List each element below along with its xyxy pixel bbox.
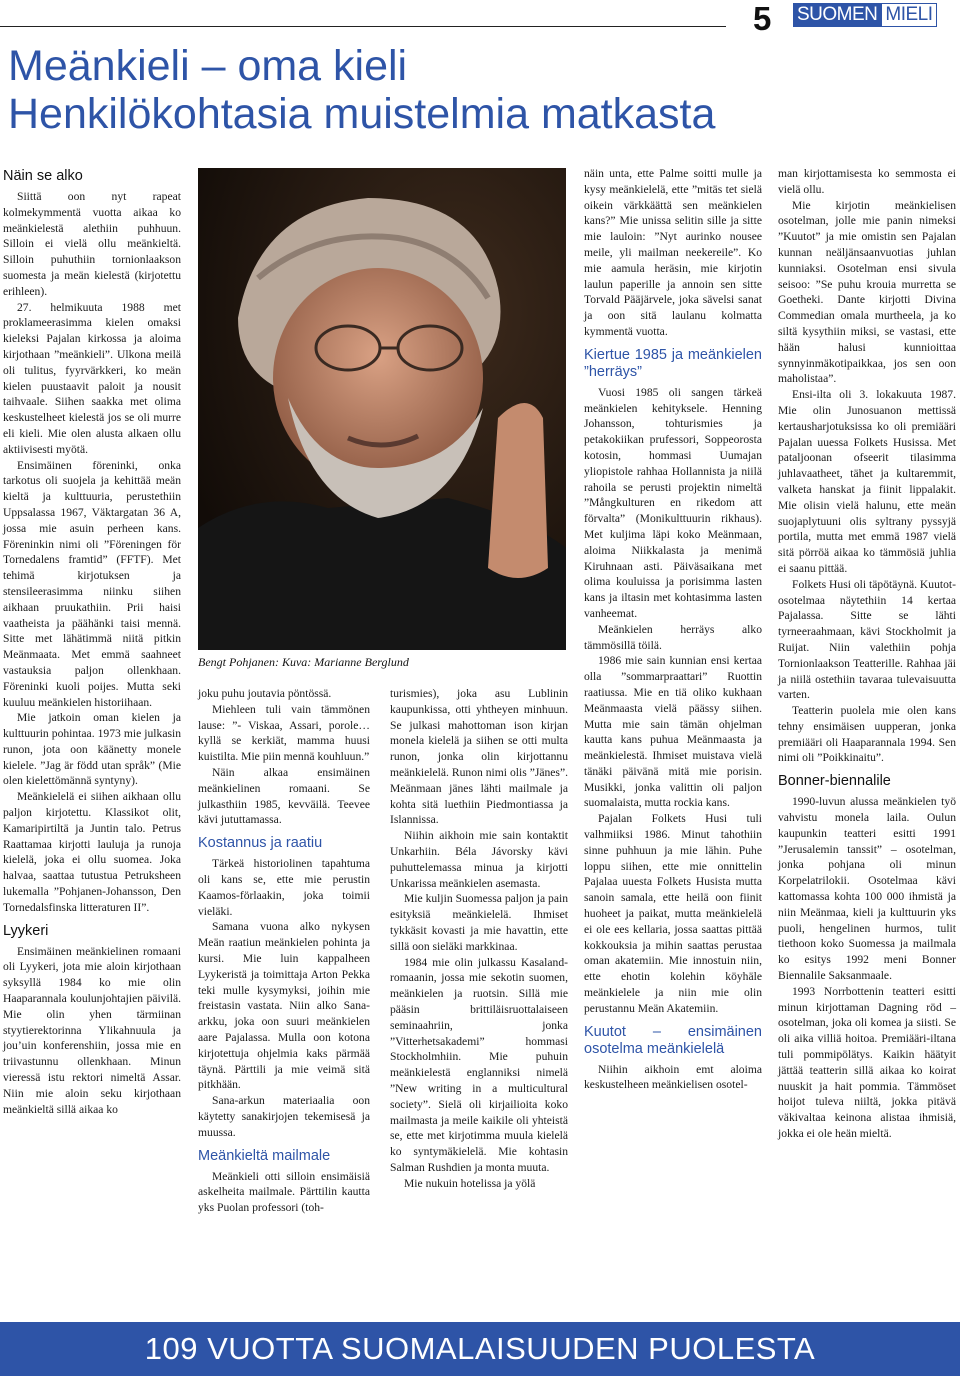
paragraph: Siittä oon nyt rapeat kolmekymmentä vuotta aikaa ko meänkielestä alethiin puhhuun. Silloin ei vielä ollu meänkieltä. Silloin puhuthiin tornionlaakson suomesta ja meän kielestä (kirjotettu erihleen). [3, 190, 181, 298]
logo-part-1: SUOMEN [793, 3, 881, 27]
title-line-1: Meänkieli – oma kieli [8, 42, 408, 90]
paragraph: joku puhu joutavia pöntössä. [198, 687, 332, 700]
section-heading: Kiertue 1985 ja meänkielen ”herräys” [584, 346, 762, 380]
portrait-illustration [198, 168, 566, 650]
footer-banner: 109 VUOTTA SUOMALAISUUDEN PUOLESTA [0, 1322, 960, 1376]
paragraph: 27. helmikuuta 1988 met proklameerasimma kielen omaksi kieleksi Pajalan kirkossa ja aloima kirjothaan ”meänkieli”. Ulkona meilä oli tulitus, fyyrvärkkeri, ko meän kielen puustaavit paloit ja nousit taihvaale. Siihen saakka met olima keskustelheet kielestä jos se oli murre eli kieli. Mie olen alusta alkaen ollu aktiivisesti myötä. [3, 300, 181, 456]
paragraph: Mie kuljin Suomessa paljon ja pain esityksiä meänkielelä. Ihmiset tykkäsit kovasti ja mie havattin, ette sillä oon sieläki markkinaa. [390, 892, 568, 953]
paragraph: Ensimäinen föreninki, onka tarkotus oli suojela ja kehittää meän kieltä ja kulttuuria, perustethiin Uppsalassa 1967, Väktargatan 36 A, jossa mie asuin perheen kans. Föreninkin nimi oli ”Föreningen för Tornedalens framtid” (FFTF). Met tehimä kirjotuksen ja stensileerasimma niinku siihen aikhaan pruukathiin. Prii haisi vaatheista ja päähänki taisi mennä. Sitte met lähätimmä niitä pitkin Meänmaata. Met emmä saahneet vastauksia paljon ollenkhaan. Föreninki kuoli poijes. Mutta seki kuuluu meänkielen historiihaan. [3, 458, 181, 709]
paragraph: man kirjottamisesta ko semmosta ei vielä ollu. [778, 167, 956, 196]
paragraph: Samana vuona alko nykysen Meän raatiun meänkielen pohinta ja kursi. Mie luin kappalheen Lyykeristä ja toimittaja Arton Pekka teki mulle kysymyksi, joihin mie freistasin vastata. Niin alko Sana-arkku, joka oon suuri meänkielen aare Pajalassa. Mulla oon kotona kirjotettuja ohjelmia kaks pärmää täynä. Pärttili ja mie veimä sitä pitkhään. [198, 920, 370, 1092]
paragraph: Sana-arkun materiaalia oon käytetty sanakirjojen tekemisesä ja muussa. [198, 1094, 370, 1139]
column-4 [584, 166, 762, 1093]
paragraph: 1986 mie sain kunnian ensi kertaa olla ”sommarpraattari” Ruottin raatiussa. Mie en tiä oliko kukhaan Meänmaasta vielä päässy siihen. Mutta mie sain tämän ohjelman kautta kans puhua Meänmaasta ja meänkielestä. Ihmiset muistava vielä tänäki päivänä mitä mie porisin. Musikki, jonka valittin oli paljon suomalaista, mutta rockia kans. [584, 654, 762, 810]
paragraph: Mie nukuin hotelissa ja yölä [404, 1176, 536, 1190]
column-3 [390, 686, 568, 1192]
paragraph: 1993 Norrbottenin teatteri esitti minun kirjottaman Dagning röd – osotelman, joka oli komea ja siisti. Se oli aika villiä hoitoa. Premiääri-iltana tuli pommipölätys. Kaikin häätyit jättää teatterin sillä aikaa ko koirat nuuskit ja hait pommia. Tämmöset hoijot tuleva niiltä, jokka pitävä väkivaltaa keinona alistaa ihmisiä, jokka ei ole heän mieltä. [778, 984, 956, 1141]
column-5 [778, 166, 956, 1142]
paragraph: Tärkeä historiolinen tapahtuma oli kans se, ette mie perustin Kaamos-förlaakin, joka toimii vieläki. [198, 857, 370, 918]
paragraph: 1990-luvun alussa meänkielen työ vahvistu monela laila. Oulun kaupunkin teatteri esitti 1991 ”Jerusalemin tanssit” – osotelman, jonka pohjana oli minun Korpelatrilokii. Osotelmaa kävi kattomassa kohta 100 000 ihmistä ja niin Meänmaa, kieli ja kulttuurin yks puoli, hengelinen hurmos, tulit tiethoon koko Suomessa ja mailmala ko esitys 1992 meni Bonner Biennalile Saksanmaale. [778, 795, 956, 983]
paragraph: turismies), joka asu Lublinin kaupunkissa, otti yhtheyen minhuun. Se julkasi mahottoman ison kirjan monela kielelä ja siihen se otti multa runon, jonka olin kirjottannu meänkielelä. Runon nimi olis ”Jänes”. Meänmaan jänes lähti mailmale ja kohta sitä luethiin Piedmontiassa ja Islannissa. [390, 687, 568, 827]
paragraph: Niihin aikhoin emt aloima keskustelheen meänkielisen osotel- [584, 1062, 762, 1092]
header-rule [0, 26, 726, 27]
paragraph: Teatterin puolela mie olen kans tehny ensimäisen uupperan, jonka premiääri oli Haaparannala 1994. Sen nimi oli ”Poikkinaitu”. [778, 704, 956, 765]
portrait-photo [198, 168, 566, 650]
paragraph: Pajalan Folkets Husi tuli valhmiiksi 1986. Minut tahothiin sinne puhhuun ja mie lähin. Puhe loppu siihen, ette mie onnittelin Pajalaa uuesta Folkets Husista mutta sanoin samala, ette heilä oon fiinit huoheet ja paikat, mutta meänkielelä ei ole ees kellaria, jossa saattas pittää kokkouksia ja mihin saattas perustaa oman akatemiin. Mie innostuin niin, ette ehotin kolehin köyhäle meänkielele ja niin mie olin perustannu Meän Akatemiin. [584, 812, 762, 1015]
section-heading: Kuutot – ensimäinen osotelma meänkielelä [584, 1023, 762, 1057]
photo-caption: Bengt Pohjanen: Kuva: Marianne Berglund [198, 655, 409, 669]
section-heading: Näin se alko [3, 168, 83, 184]
paragraph: 1984 mie olin julkassu Kasaland-romaanin, jossa mie sekotin suomen, meänkielen ja ruotsin. Sillä mie pääsin brittiläisruottalaiseen seminaahriin, jonka ”Vitterhetsakademi” hommasi Stockholmhiin. Mie puhuin meänkielestä englanniksi nimelä ”New writing in a multicultural society”. Sielä oli kirjailioita koko mailmasta ja meile kaikile oli yhteistä se, ette met kirjotimma muula kielelä ko syntymäkielelä. Mie kohtasin Salman Rushdien ja monta muuta. [390, 955, 568, 1174]
paragraph: Näin alkaa ensimäinen meänkielinen romaani. Se julkasthiin 1985, kevväilä. Teevee kävi jututtamassa. [198, 765, 370, 827]
logo-part-2: MIELI [881, 3, 936, 27]
paragraph: Meänkielen herräys alko tämmösillä töilä. [584, 622, 762, 652]
paragraph: Meänkielelä ei siihen aikhaan ollu paljon kirjotettu. Klassikot olit, Kamaripirtiltä ja Juntin talo. Petrus Raattamaa kirjotti lauluja ja runoja kielelä, joka ei ollu suomea. Joka halvaa, saattaa tutustua Petruksheen lukemalla ”Pohjanen-Johansson, Den Tornedalsfinska litteraturen II”. [3, 790, 181, 914]
column-2 [198, 686, 370, 1216]
paragraph: Vuosi 1985 oli sangen tärkeä meänkielen kehityksele. Henning Johansson, tohturismies ja petakokiikan prufessori, Soppeorosta kotosin, hommasi Uumajan yliopistole rahhaa Hollannista ja niilä rahoila se perusti projektin nimeltä ”Mångkulturen en rikedom att förvalta” (Monikulttuurin rikhaus). Met kuljima läpi koko Meänmaan, aloima Niikkalasta ja menimä Kiruhnaan asti. Päiväsaikana met olima kouluissa ja porisimma lasten kans ja iltasin met kohtasimma lasten vanheemat. [584, 385, 762, 620]
section-heading: Meänkieltä mailmale [198, 1147, 331, 1164]
paragraph: Folkets Husi oli täpötäynä. Kuutot-osotelmaa näytethiin 14 kertaa Pajalassa. Sitte se lähti tyrneeraahmaan, kävi Stockholmit ja Ruijat. Niin valethiin pohja Tornionlaakson Teatterille. Rahhaa jäi ja niilä ostethiin tavaraa tulevaisuutta varten. [778, 577, 956, 702]
paragraph: Meänkieli otti silloin ensimäisiä askelheita mailmale. Pärttilin kautta yks Puolan professori (toh- [198, 1169, 370, 1215]
section-heading: Lyykeri [3, 922, 49, 939]
paragraph: Niihin aikhoin mie sain kontaktit Unkarhiin. Béla Jávorsky kävi puhuttelemassa minua ja kirjotti Unkarissa meänkielen asemasta. [390, 829, 568, 890]
article-title [8, 42, 948, 138]
section-heading: Bonner-biennalile [778, 773, 891, 790]
paragraph: Mie kirjotin meänkielisen osotelman, jolle mie panin nimeksi ”Kuutot” ja mie omistin sen Pajalan kunnan neäljänsaanvuotias juhlan kunniaksi. Osotelman ensi sivula seisoo: ”Se puhu krouia murretta se Goetheki. Dante kirjotti Divina Commedian omala murtheela, ja ko siltä kysythiin miksi, se vastasi, ette hään halusi kunnioittaa synnyinmäkotipaikkaa, jos sen oon maholistaa”. [778, 198, 956, 386]
column-1 [3, 168, 181, 1117]
publication-logo [793, 3, 937, 27]
page-number: 5 [753, 0, 772, 37]
paragraph: näin unta, ette Palme soitti mulle ja kysy meänkielelä, ette ”mitäs tet sielä oikein värkkäättä sen meänkielen kans?” Mie unissa selitin sille ja sitte mie lauloin: ”Nyt aurinko nousee meile, yli mailman neekereile”. Ko mie aamula heräsin, mie kirjotin laulun paperille ja annoin sen sitte Torvald Pääjärvele, joka sävelsi sanat ja oon sitä laulanu kolmatta kymmentä vuotta. [584, 167, 762, 338]
paragraph: Ensi-ilta oli 3. lokakuuta 1987. Mie olin Junosuanon mettissä kertausharjotuksissa ko oli premiääri Pajalan uuessa Folkets Husissa. Met pataljoonan ofseerit tilasimma juhlavaatheet, tähet ja kultaremmit, valketa hanskat ja fiinit lippalakit. Mie olisin vielä halunu, ette meän suojaplytuuni olis syltrany pyssyjä portila, mutta met emmä 1987 vielä sitä pörröä aikaa ko tämmösiä juhlia ei saanu pittää. [778, 388, 956, 575]
paragraph: Miehleen tuli vain tämmönen lause: ”- Viskaa, Assari, porole…kyllä se kerkiät, mamma huusi kuistilta. Mie piin mennä kouhluun.” [198, 702, 370, 764]
paragraph: Mie jatkoin oman kielen ja kulttuurin pohintaa. 1973 mie julkasin runon, jota oon käänetty monele kielele. ”Jag är född utan språk” (Mie olen kielettömännä syntyny). [3, 711, 181, 788]
title-line-2: Henkilökohtasia muistelmia matkasta [8, 90, 716, 138]
paragraph: Ensimäinen meänkielinen romaani oli Lyykeri, jota mie aloin kirjothaan syksyllä 1984 ko mie olin Haaparannala koulunjohtajien päivilä. Mie olin yhen tärmiinan styytierektorinna Ylikahnuula ja jou’uin konferenshiin, jossa mie en triivastunnu ollenkhaan. Minun vieressä istu rektori nimeltä Assar. Niin mie aloin seku kirjothaan meänkieltä sillä aikaa ko [3, 944, 181, 1116]
section-heading: Kostannus ja raatiu [198, 835, 323, 852]
